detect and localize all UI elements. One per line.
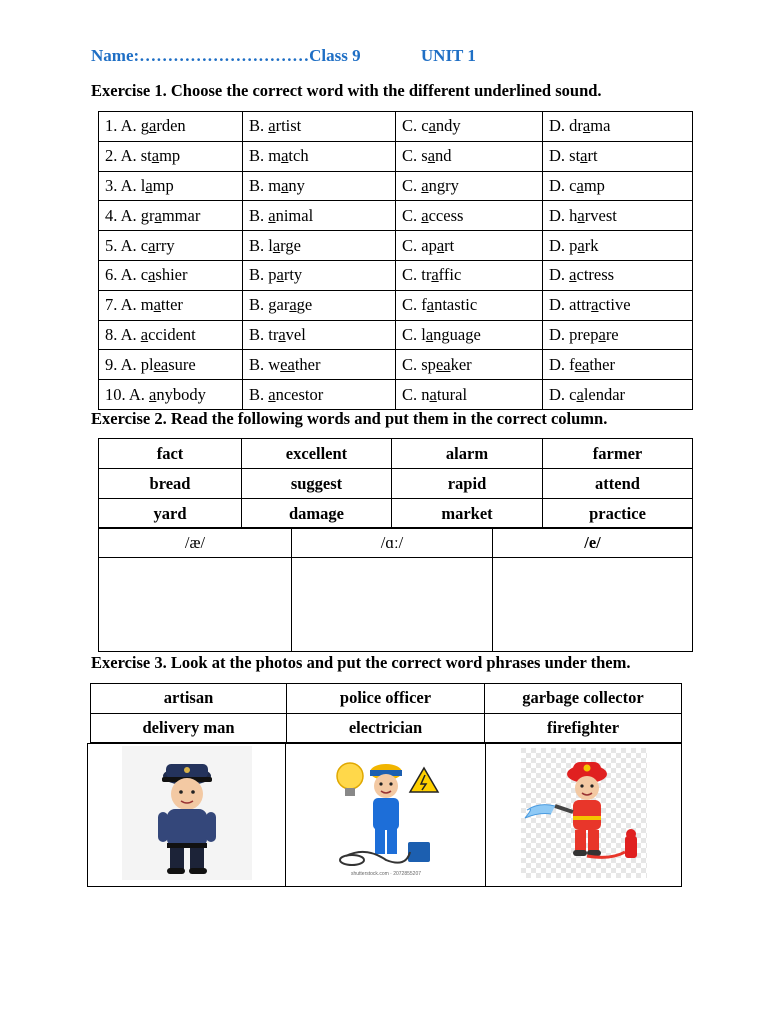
option-text: ndy [435,116,461,136]
underlined-sound: a [428,116,436,136]
option-text: ccess [428,205,464,225]
underlined-sound: a [268,116,276,136]
underlined-sound: a [427,146,436,166]
underlined-sound: a [272,235,281,255]
underlined-sound: a [140,324,149,344]
answer-cell-ae[interactable] [99,558,292,652]
option-text: rry [155,235,175,255]
exercise1-row [99,112,693,142]
underlined-sound: ea [574,354,590,374]
answer-option[interactable] [99,141,243,171]
word-cell: market [392,499,543,529]
answer-option[interactable] [99,112,243,142]
answer-option[interactable] [99,260,243,290]
exercise2-row [99,469,693,499]
option-text: B. gar [249,295,290,315]
underlined-sound: a [577,235,585,255]
exercise3-title: Exercise 3. Look at the photos and put the correct word phrases under them. [91,653,631,672]
option-text: ge [296,295,313,315]
option-text: re [605,324,619,344]
option-text: B. [249,205,269,225]
answer-option[interactable] [543,320,693,350]
option-text: rvest [584,205,617,225]
underlined-sound: a [591,295,599,315]
exercise3-row [91,684,682,714]
option-text: ther [589,354,615,374]
option-text: C. c [402,116,429,136]
word-phrase-cell: police officer [287,684,485,714]
image-caption: shutterstock.com · 2072855207 [350,870,421,877]
option-text: tter [160,295,183,315]
underlined-sound: a [289,295,297,315]
exercise1-row [99,290,693,320]
option-text: 1. A. g [105,116,150,136]
option-text: ker [450,354,472,374]
answer-option[interactable] [99,290,243,320]
column-header-ae: /æ/ [99,528,292,558]
option-text: ffic [438,265,462,285]
answer-cell-e[interactable] [493,558,693,652]
word-phrase-cell: delivery man [91,713,287,743]
underlined-sound: a [153,295,161,315]
worksheet-header [91,46,476,66]
answer-option[interactable] [543,380,693,410]
option-text: D. st [549,146,581,166]
underlined-sound: a [421,205,429,225]
underlined-sound: a [149,384,157,404]
option-text: mp [159,146,181,166]
underlined-sound: a [151,146,160,166]
exercise2-word-table [98,438,693,529]
option-text: C. ap [402,235,437,255]
option-text: B. tr [249,324,279,344]
underlined-sound: a [421,175,429,195]
option-text: D. prep [549,324,599,344]
underlined-sound: a [429,384,437,404]
option-text: D. c [549,175,577,195]
option-text: ngry [428,175,459,195]
underlined-sound: a [268,205,276,225]
answer-option[interactable] [396,350,543,380]
answer-option[interactable] [396,231,543,261]
option-text: C. f [402,295,427,315]
word-phrase-cell: firefighter [485,713,682,743]
option-text: nd [435,146,452,166]
option-text: lendar [583,384,626,404]
word-cell: suggest [242,469,392,499]
option-text: ther [294,354,321,374]
option-text: D. [549,265,570,285]
underlined-sound: a [426,295,435,315]
underlined-sound: a [278,324,286,344]
answer-option[interactable] [243,260,396,290]
answer-option[interactable] [543,141,693,171]
option-text: ccident [148,324,196,344]
word-phrase-cell: garbage collector [485,684,682,714]
exercise1-row [99,171,693,201]
underlined-sound: a [436,235,445,255]
option-text: 2. A. st [105,146,152,166]
exercise2-row [99,499,693,529]
option-text: ctress [576,265,615,285]
underlined-sound: a [154,205,162,225]
underlined-sound: a [580,146,588,166]
option-text: C. s [402,146,428,166]
option-text: mmar [161,205,201,225]
option-text: 9. A. pl [105,354,154,374]
exercise3-row [91,713,682,743]
answer-option[interactable] [243,380,396,410]
option-text: 10. A. [105,384,150,404]
option-text: ctive [598,295,631,315]
underlined-sound: a [268,384,276,404]
photo-cell-3 [486,744,682,887]
exercise1-row [99,350,693,380]
exercise1-row [99,231,693,261]
underlined-sound: a [425,324,434,344]
answer-option[interactable] [543,171,693,201]
exercise3-word-table [90,683,682,743]
option-text: rtist [275,116,302,136]
electrician-picture [326,748,446,878]
answer-option[interactable] [99,231,243,261]
option-text: nguage [433,324,481,344]
answer-option[interactable] [243,350,396,380]
underlined-sound: a [149,116,157,136]
answer-option[interactable] [243,320,396,350]
option-text: B. m [249,146,282,166]
underlined-sound: a [145,175,153,195]
answer-option[interactable] [243,231,396,261]
option-text: B. l [249,235,273,255]
answer-option[interactable] [99,171,243,201]
word-phrase-cell: electrician [287,713,485,743]
underlined-sound: ea [280,354,295,374]
answer-option[interactable] [543,260,693,290]
option-text: C. l [402,324,426,344]
answer-option[interactable] [243,201,396,231]
option-text: mp [152,175,174,195]
word-cell: alarm [392,439,543,469]
exercise2-row [99,439,693,469]
option-text: B. m [249,175,282,195]
option-text: 8. A. [105,324,141,344]
option-text: 4. A. gr [105,205,155,225]
option-text: D. attr [549,295,592,315]
answer-option[interactable] [99,380,243,410]
option-text: D. f [549,354,575,374]
word-cell: farmer [543,439,693,469]
option-text: shier [155,265,188,285]
word-cell: bread [99,469,242,499]
option-text: D. dr [549,116,583,136]
option-text: mp [583,175,605,195]
underlined-sound: ea [153,354,169,374]
underlined-sound: a [576,175,584,195]
answer-option[interactable] [243,290,396,320]
option-text: 3. A. l [105,175,146,195]
answer-option[interactable] [396,201,543,231]
underlined-sound: a [598,324,606,344]
answer-option[interactable] [543,231,693,261]
option-text: rty [283,265,303,285]
exercise1-row [99,320,693,350]
option-text: C. [402,205,422,225]
answer-option[interactable] [396,290,543,320]
answer-option[interactable] [396,320,543,350]
answer-option[interactable] [543,201,693,231]
underlined-sound: a [148,265,156,285]
underlined-sound: a [148,235,156,255]
answer-option[interactable] [543,350,693,380]
option-text: 7. A. m [105,295,154,315]
underlined-sound: a [569,265,577,285]
word-cell: practice [543,499,693,529]
answer-option[interactable] [243,141,396,171]
option-text: nimal [275,205,314,225]
option-text: C. [402,175,422,195]
exercise1-row [99,260,693,290]
option-text: ma [590,116,611,136]
option-text: vel [285,324,306,344]
answer-option[interactable] [243,112,396,142]
answer-cell-a-long[interactable] [292,558,493,652]
underlined-sound: a [281,146,289,166]
option-text: 5. A. c [105,235,149,255]
option-text: ntastic [434,295,478,315]
option-text: rt [444,235,455,255]
exercise1-table [98,111,693,410]
option-text: B. [249,384,269,404]
option-text: rge [280,235,301,255]
answer-option[interactable] [99,320,243,350]
option-text: 6. A. c [105,265,149,285]
police-officer-picture [122,746,252,880]
exercise2-title: Exercise 2. Read the following words and put them in the correct column. [91,409,608,428]
underlined-sound: a [276,265,284,285]
name-class-label: Name:…………………………Class 9 [91,46,361,65]
answer-option[interactable] [99,201,243,231]
answer-option[interactable] [396,260,543,290]
underlined-sound: a [431,265,439,285]
word-cell: rapid [392,469,543,499]
option-text: D. h [549,205,578,225]
option-text: ny [288,175,305,195]
exercise1-title: Exercise 1. Choose the correct word with the different underlined sound. [91,81,602,100]
underlined-sound: a [281,175,289,195]
answer-option[interactable] [396,171,543,201]
answer-option[interactable] [99,350,243,380]
word-phrase-cell: artisan [91,684,287,714]
underlined-sound: a [576,384,584,404]
word-cell: damage [242,499,392,529]
option-text: B. p [249,265,277,285]
option-text: rk [584,235,599,255]
photo-cell-1 [88,744,286,887]
answer-option[interactable] [543,112,693,142]
answer-option[interactable] [396,380,543,410]
exercise3-photo-table [87,743,682,887]
exercise1-row [99,201,693,231]
exercise1-row [99,380,693,410]
column-header-a-long: /ɑː/ [292,528,493,558]
option-text: C. sp [402,354,436,374]
underlined-sound: ea [435,354,451,374]
option-text: tural [436,384,468,404]
answer-option[interactable] [396,112,543,142]
exercise1-row [99,141,693,171]
option-text: C. tr [402,265,432,285]
column-header-e: /e/ [493,528,693,558]
option-text: rden [156,116,186,136]
option-text: ncestor [275,384,324,404]
option-text: sure [168,354,196,374]
option-text: nybody [156,384,206,404]
option-text: C. n [402,384,430,404]
option-text: B. w [249,354,281,374]
option-text: rt [587,146,598,166]
unit-label: UNIT 1 [420,46,476,65]
answer-option[interactable] [396,141,543,171]
word-cell: fact [99,439,242,469]
option-text: tch [288,146,309,166]
answer-option[interactable] [243,171,396,201]
option-text: D. c [549,384,577,404]
word-cell: attend [543,469,693,499]
option-text: D. p [549,235,578,255]
option-text: B. [249,116,269,136]
word-cell: excellent [242,439,392,469]
word-cell: yard [99,499,242,529]
answer-option[interactable] [543,290,693,320]
firefighter-picture [521,748,647,878]
exercise2-sound-columns [98,527,693,652]
photo-cell-2 [286,744,486,887]
underlined-sound: a [582,116,591,136]
underlined-sound: a [577,205,585,225]
